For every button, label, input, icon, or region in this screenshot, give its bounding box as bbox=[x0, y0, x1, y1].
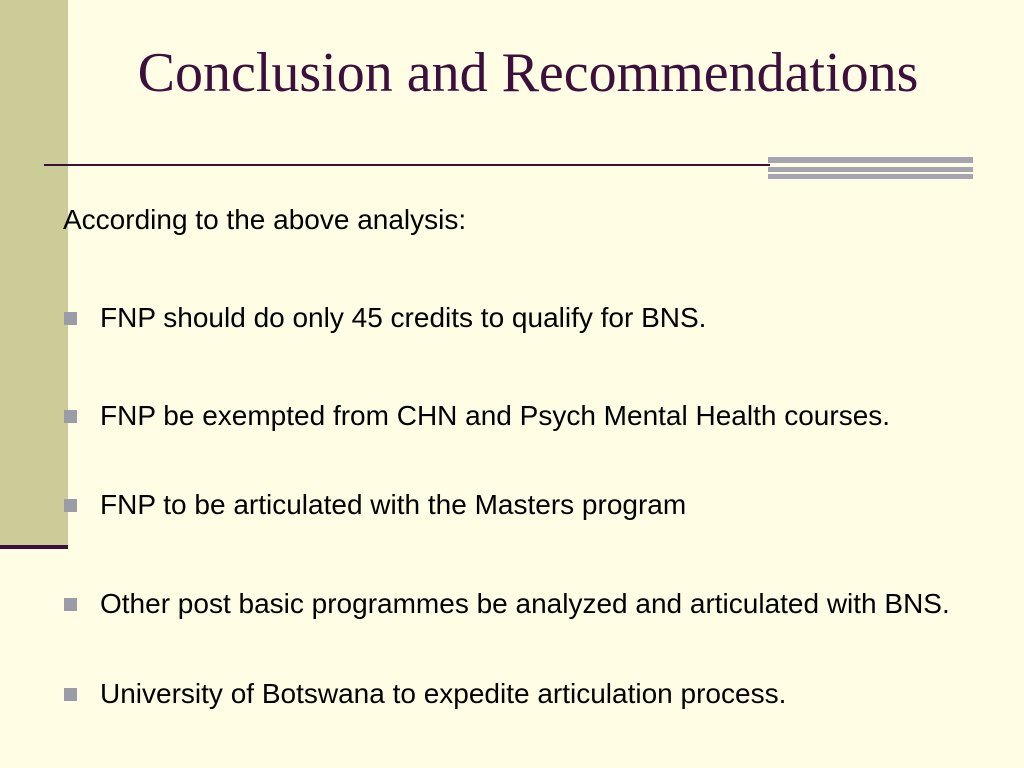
bullet-text: Other post basic programmes be analyzed and articulated with BNS. bbox=[100, 588, 950, 619]
bullet-item bbox=[64, 298, 954, 338]
decorative-gray-bar bbox=[768, 157, 973, 163]
bullet-item bbox=[64, 485, 954, 525]
left-accent-rule bbox=[0, 545, 68, 549]
square-bullet-icon bbox=[64, 688, 77, 701]
title-divider-line bbox=[44, 164, 770, 166]
bullet-item bbox=[64, 584, 954, 624]
slide-title: Conclusion and Recommendations bbox=[137, 42, 919, 104]
intro-text: According to the above analysis: bbox=[63, 204, 467, 235]
square-bullet-icon bbox=[64, 598, 77, 611]
square-bullet-icon bbox=[64, 312, 77, 325]
bullet-text: FNP should do only 45 credits to qualify for BNS. bbox=[100, 302, 707, 333]
decorative-gray-bar bbox=[768, 174, 973, 179]
bullet-text: University of Botswana to expedite articulation process. bbox=[100, 678, 787, 709]
square-bullet-icon bbox=[64, 499, 77, 512]
square-bullet-icon bbox=[64, 410, 77, 423]
bullet-item bbox=[64, 396, 954, 436]
bullet-text: FNP be exempted from CHN and Psych Mental Health courses. bbox=[100, 400, 891, 431]
decorative-gray-bar bbox=[768, 167, 973, 172]
bullet-text: FNP to be articulated with the Masters program bbox=[100, 489, 687, 520]
bullet-item bbox=[64, 674, 954, 714]
